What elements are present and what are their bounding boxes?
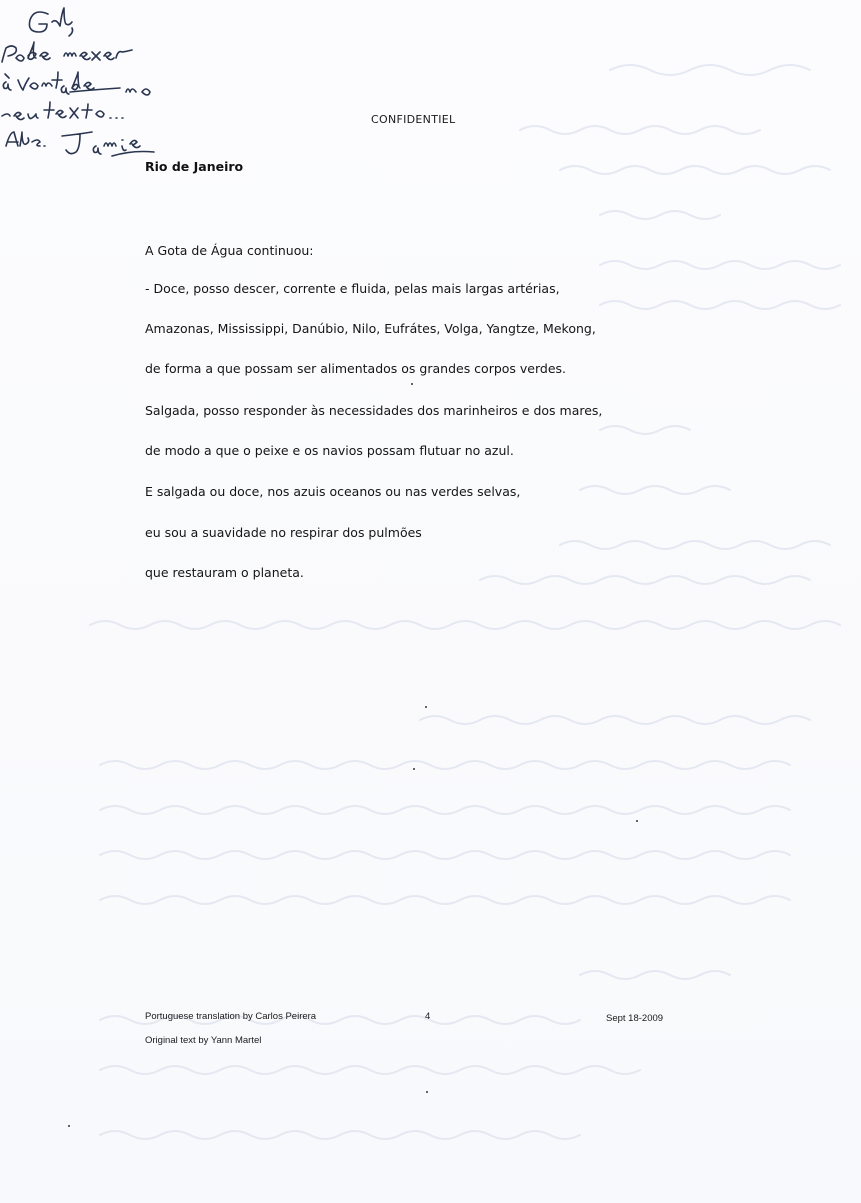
body-line: eu sou a suavidade no respirar dos pulmões <box>145 525 422 540</box>
footer-date: Sept 18-2009 <box>606 1013 664 1024</box>
footer-translation-credit: Portuguese translation by Carlos Peirera <box>145 1011 317 1022</box>
body-line: Amazonas, Mississippi, Danúbio, Nilo, Eufrátes, Volga, Yangtze, Mekong, <box>145 321 596 336</box>
speck <box>411 383 413 385</box>
confidential-header: CONFIDENTIEL <box>371 113 456 126</box>
speck <box>413 768 415 770</box>
speck <box>636 820 638 822</box>
body-line: de forma a que possam ser alimentados os grandes corpos verdes. <box>145 361 567 376</box>
place-heading: Rio de Janeiro <box>145 159 244 174</box>
handwritten-note <box>0 0 200 165</box>
footer-original-credit: Original text by Yann Martel <box>145 1035 262 1046</box>
speck <box>68 1125 70 1127</box>
body-line: A Gota de Água continuou: <box>145 243 314 258</box>
speck <box>425 706 427 708</box>
speck <box>426 1091 428 1093</box>
body-line: Salgada, posso responder às necessidades dos marinheiros e dos mares, <box>145 403 603 418</box>
body-line: - Doce, posso descer, corrente e fluida, pelas mais largas artérias, <box>145 281 560 296</box>
body-line: que restauram o planeta. <box>145 565 304 580</box>
body-line: de modo a que o peixe e os navios possam flutuar no azul. <box>145 443 514 458</box>
footer-page-number: 4 <box>425 1011 431 1022</box>
body-line: E salgada ou doce, nos azuis oceanos ou nas verdes selvas, <box>145 484 521 499</box>
